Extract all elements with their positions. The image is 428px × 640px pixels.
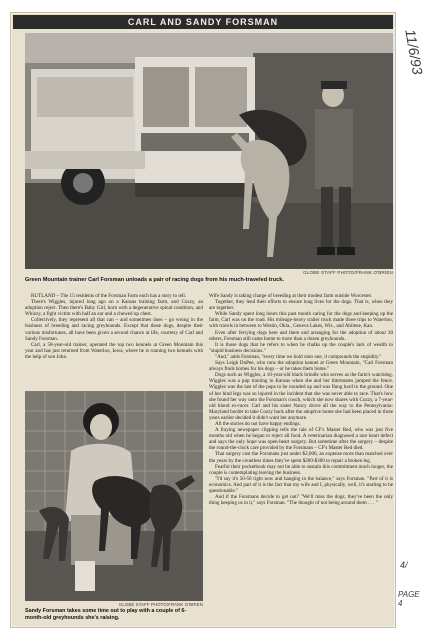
- article-paragraph: It is those dogs that he refers to when he chalks up the couple's lack of wealth to "stupid business decisions.": [209, 341, 393, 354]
- article-paragraph: While Sandy spent long hours this past month caring for the dogs and keeping up the farm, Carl was on the road. His mileage-heavy trailer truck made three trips to Waterloo, with travels in between to Westin, Okla., Geneva Lakes, Wis., and Abilene, Kan.: [209, 311, 393, 330]
- article-paragraph: Dogs such as Wiggles, a 10-year-old black brindle who serves as the farm's watchdog. Wiggles was a pup training in Kansas when she and her littermates jumped the fence. Wiggles was the last of the pups to be rounded up and was flung hard to the ground. One of her hind legs was so injured in the incident that she was never able to race. That's how she found her way onto the Forsman's couch, which she now shares with Cozzy, a 7-year-old blond ex-racer. Carl and his sister Nancy drove all the way to the Pennsylvania-Maryland border to take Cozzy back after the adoptive home she had been placed in three years earlier decided it didn't want her anymore.: [209, 372, 393, 421]
- article-paragraph: Fearful their pocketbook may not be able to sustain this commitment much longer, the couple is contemplating leaving the business.: [209, 463, 393, 476]
- top-photo: [25, 33, 393, 269]
- article-paragraph: Says Leigh DuPee, who runs the adoption kennel at Green Mountain, "Carl Forsman always finds homes for his dogs – or he takes them home.": [209, 360, 393, 373]
- article-paragraph: There's Wiggles, injured long ago on a Kansas training farm, and Cozzy, an adoption reject. Then there's Baby Girl, born with a degenerative spinal condition, and Whizzy, a fight victim with half an ear and a chewed up chest.: [25, 299, 203, 318]
- article-right-column: [209, 293, 393, 623]
- handwritten-side-mark: 4/: [400, 560, 408, 570]
- article-paragraph: "And," adds Forsman, "every time we hold onto one, it compounds the stupidity.": [215, 353, 382, 360]
- article-paragraph: RUTLAND – The 15 residents of the Forsman Farm each has a story to tell.: [31, 293, 187, 299]
- article-paragraph: "I'd say it's 50-50 right now and hanging in the balance," says Forsman. "Part of it is economics. And part of it is the fact that my wife and I, physically, well, it's starting to be questionable.": [209, 475, 393, 494]
- article-paragraph: A fraying newspaper clipping tells the tale of CF's Master Red, who was just five months old when he began to reject all food. A veterinarian diagnosed a rare heart defect and says the only hope was open-heart surgery. But sometime after the surgery – despite the round-the-clock care provided by the Forsmans – CF's Master Red died.: [209, 427, 393, 452]
- article-header: CARL AND SANDY FORSMAN: [13, 15, 393, 29]
- article-paragraph: Carl, a 58-year-old trainer, operated the top two kennels at Green Mountain this year and has just returned from Waterloo, Iowa, where he is running two kennels with the help of son John.: [25, 341, 203, 360]
- article-paragraph: Together, they lend their efforts to ensure long lives for the dogs. That is, when they are together.: [209, 299, 393, 312]
- article-paragraph: All the stories do not have happy endings.: [215, 420, 301, 427]
- top-photo-caption: Green Mountain trainer Carl Forsman unloads a pair of racing dogs from his much-traveled truck.: [25, 277, 284, 283]
- article-paragraph: Even after ferrying dogs here and there and arranging for the adoption of about 30 others, Forsman still came home to more than a dozen greyhounds.: [209, 329, 393, 342]
- bottom-photo: [25, 391, 203, 601]
- article-paragraph: That surgery cost the Forsmans just under $2,000, an expense more than matched over the years by the countless times they've spent $200-$300 to repair a broken leg.: [209, 451, 393, 464]
- top-photo-credit: GLOBE STAFF PHOTO/FRANK O'BRIEN: [303, 270, 393, 275]
- article-paragraph: Wife Sandy is taking charge of breeding at their modest farm outside Worcester.: [209, 293, 373, 299]
- handwritten-page-mark: PAGE 4: [398, 590, 420, 608]
- truck-and-greyhounds-photo: [25, 33, 393, 269]
- bottom-photo-credit: GLOBE STAFF PHOTO/FRANK O'BRIEN: [118, 602, 203, 607]
- bottom-photo-caption: Sandy Forsman takes some time out to play with a couple of 6-month-old greyhounds she's raising.: [25, 608, 187, 621]
- article-paragraph: Collectively, they represent all that can – and sometimes does – go wrong in the business of breeding and racing greyhounds. Except that these dogs, despite their various misfortunes, all have been given a second chance at life, courtesy of Carl and Sandy Forsman.: [25, 317, 203, 342]
- sandy-with-puppies-photo: [25, 391, 203, 601]
- article-paragraph: And if the Forsmans decide to get out? "We'll miss the dogs; they've been the only thing keeping us in it," says Forsman. "The thought of not being around them . . . ": [209, 494, 393, 507]
- newspaper-clipping: [10, 12, 396, 628]
- handwritten-date: 11/6/93: [402, 28, 426, 76]
- article-left-column: [25, 293, 203, 389]
